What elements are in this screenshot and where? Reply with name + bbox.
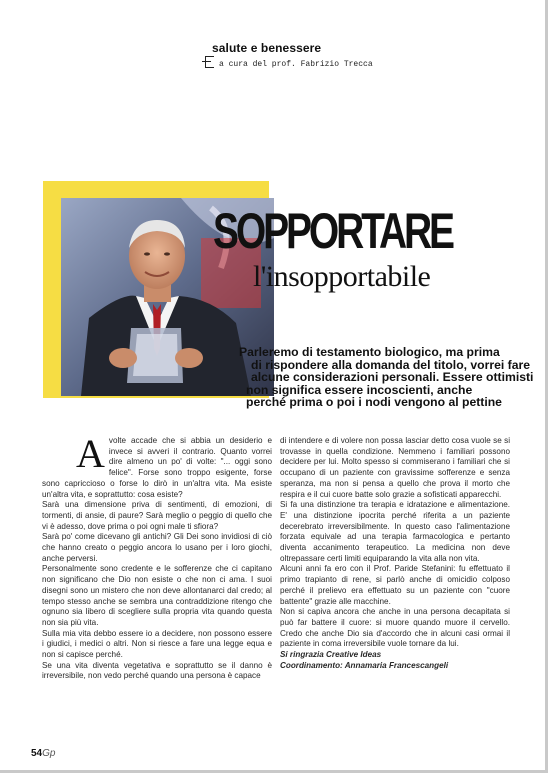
paragraph: volte accade che si abbia un desiderio e invece si avveri il contrario. Quanto vorrei dire almeno un po' di volte: "... oggi sono felice". Forse sono troppo esigente, forse sono capriccioso o forse lo dirò in un'altra vita. Ma esiste un'altra vita, e soprattutto: cosa esiste? (42, 436, 272, 499)
standfirst (239, 345, 534, 410)
standfirst-line: perché prima o poi i nodi vengono al pettine (246, 395, 502, 410)
paragraph: Personalmente sono credente e le sofferenze che ci capitano non significano che Dio non esiste o che non ci ama. I suoi disegni sono un mistero che non deve allontanarci dal credo; al tempo stesso anche se sembra una contraddizione ritengo che ognuno sia libero di scegliere sulla propria vita quando questa non sia più vita. (42, 564, 272, 627)
paragraph: Sulla mia vita debbo essere io a decidere, non possono essere i giudici, i medici o altri. Non si riesce a fare una legge equa e non si capisce perché. (42, 628, 272, 660)
paragraph: Sarà una dimensione priva di sentimenti, di emozioni, di tormenti, di ansie, di paure? Sarà meglio o peggio di quello che vi è adesso, dove prima o poi ogni male ti sfiora? (42, 500, 272, 531)
body-column-right (280, 436, 510, 671)
paragraph: Non si capiva ancora che anche in una persona decapitata si può far battere il cuore: si muore quando muore il cervello. Credo che anche Dio sia d'accordo che in alcuni casi ormai il paziente in coma irreversibile vuole tornare da lui. (280, 607, 510, 649)
body-column-left (42, 431, 272, 682)
column-mark-icon (205, 56, 214, 68)
drop-cap: A (76, 431, 105, 476)
paragraph: Si fa una distinzione tra terapia e idratazione e alimentazione. E' una distinzione ipocrita perché riferita a un paziente decerebrato irreversibilmente. In questo caso l'alimentazione forzata equivale ad una terapia farmacologica e pertanto diventa accanimento terapeutico. La medicina non deve oltrepassare certi limiti equiparando la vita alla non vita. (280, 500, 510, 563)
section-title: salute e benessere (212, 41, 322, 55)
standfirst-line: Parleremo di testamento biologico, ma prima (239, 345, 500, 359)
paragraph: Se una vita diventa vegetativa e soprattutto se il danno è irreversibile, non vedo perché quando una persona è capace (42, 660, 272, 681)
paragraph: Alcuni anni fa ero con il Prof. Paride Stefanini: fu effettuato il primo trapianto di rene, si parlò anche di omicidio colposo perché il prelievo era effettuato su un paziente con "cuore battente" grazie alle macchine. (280, 564, 510, 606)
article-subtitle: l'insopportabile (253, 260, 431, 293)
folio-mag: Gp (42, 748, 56, 759)
page-number (31, 748, 55, 759)
byline-text: a cura del prof. Fabrizio Trecca (219, 60, 373, 69)
paragraph: Sarà po' come dicevano gli antichi? Gli Dei sono invidiosi di ciò che hanno creato o peggio ancora lo usano per i loro giochi, anche perversi. (42, 532, 272, 563)
standfirst-line: di rispondere alla domanda del titolo, vorrei fare (251, 357, 531, 372)
standfirst-line: non significa essere incoscienti, anche (246, 382, 473, 397)
byline (205, 56, 373, 69)
standfirst-line: alcune considerazioni personali. Essere ottimisti (251, 370, 534, 385)
credit-thanks: Si ringrazia Creative Ideas (280, 650, 382, 660)
folio-number: 54 (31, 748, 43, 759)
paragraph: di intendere e di volere non possa lasciar detto cosa vuole se si trovasse in quella condizione. Nemmeno i familiari possono decidere per lui. Molto spesso si commiserano i familiari che si occupano di un paziente con gravissime sofferenze e senza speranza, ma non si pensa a quello che prova il morto che respira e il cui cuore batte solo grazie a sofisticati apparecchi. (280, 436, 510, 499)
credit-coordination: Coordinamento: Annamaria Francescangeli (280, 660, 449, 670)
article-title: SOPPORTARE (213, 203, 452, 259)
